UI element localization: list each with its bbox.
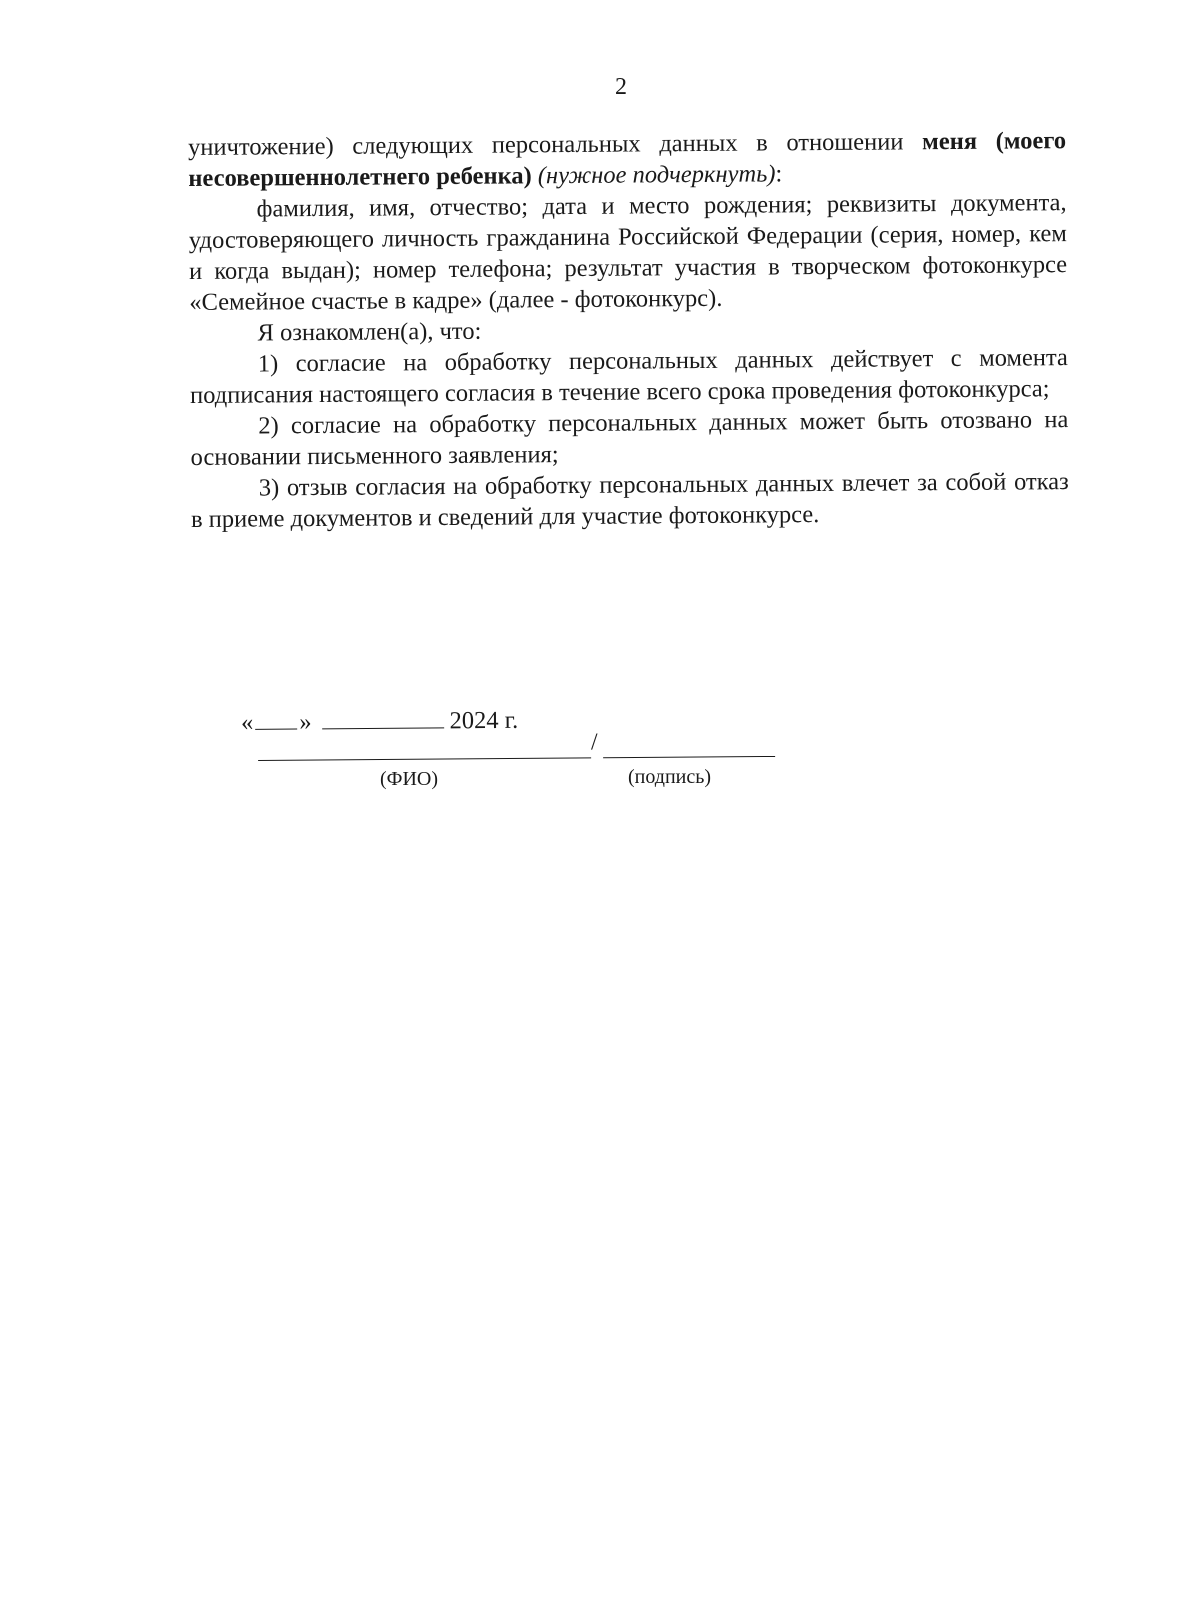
signature-caption: (подпись)	[628, 766, 712, 788]
personal-data-list: фамилия, имя, отчество; дата и место рождения; реквизиты документа, удостоверяющего личность гражданина Российской Федерации (серия, номер, кем и когда выдан); номер телефона; результат участия в творческом фотоконкурсе «Семейное счастье в кадре» (далее - фотоконкурс).	[188, 189, 1068, 316]
underline-instruction: (нужное подчеркнуть)	[537, 160, 776, 190]
signature-line	[258, 729, 778, 764]
intro-text: уничтожение) следующих персональных данных в отношении	[188, 128, 923, 161]
separator-slash: /	[590, 729, 598, 756]
intro-paragraph	[188, 125, 1066, 194]
date-line	[241, 705, 518, 737]
option-self: меня	[921, 127, 978, 156]
list-item: 2) согласие на обработку персональных данных может быть отозвано на основании письменного заявления;	[190, 406, 1069, 471]
fio-blank[interactable]	[258, 757, 591, 761]
acknowledgement-heading: Я ознакомлен(а), что:	[257, 317, 482, 347]
open-quote: «	[241, 708, 254, 736]
month-blank[interactable]	[321, 705, 443, 729]
option-child: (моего несовершеннолетнего ребенка)	[188, 127, 1067, 192]
page-number: 2	[615, 74, 627, 100]
intro-colon: :	[775, 160, 783, 188]
close-quote: »	[299, 708, 312, 736]
consent-body	[188, 125, 1069, 535]
signature-blank[interactable]	[603, 756, 775, 758]
day-blank[interactable]	[255, 707, 297, 730]
list-item: 3) отзыв согласия на обработку персональных данных влечет за собой отказ в приеме документов и сведений для участие фотоконкурсе.	[190, 468, 1069, 533]
list-item: 1) согласие на обработку персональных данных действует с момента подписания настоящего согласия в течение всего срока проведения фотоконкурса;	[189, 344, 1068, 409]
fio-caption: (ФИО)	[380, 768, 439, 790]
year-text: 2024 г.	[449, 706, 519, 735]
